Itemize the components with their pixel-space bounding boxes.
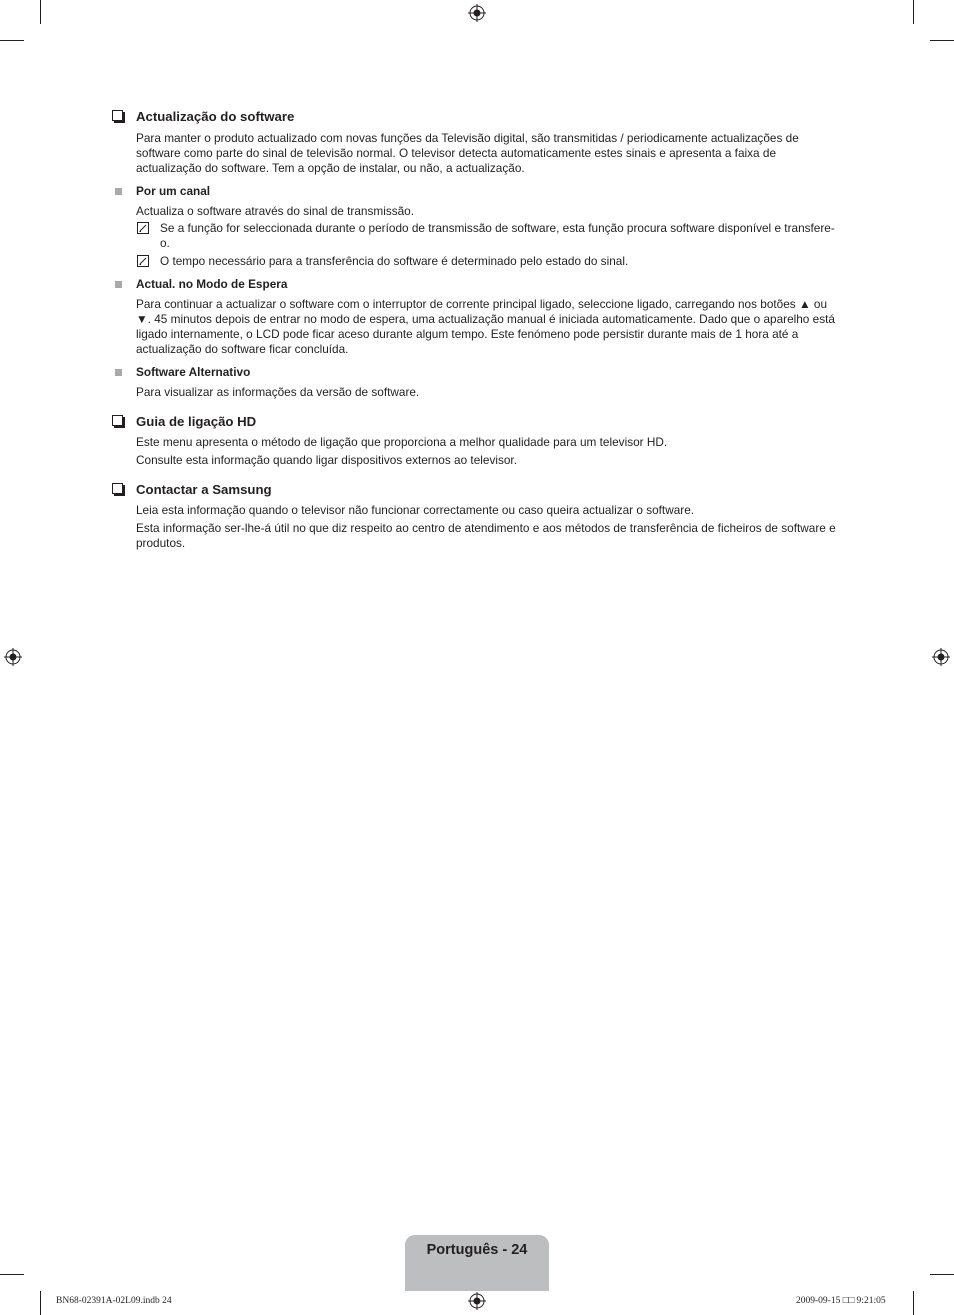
section-body: Para manter o produto actualizado com novas funções da Televisão digital, são transmitidas / periodicamente actualizações de software como parte do sinal de televisão normal. O televisor detecta automaticamente estes sinais e apresenta a faixa de actualização do software. Tem a opção de instalar, ou não, a actualização. <box>136 131 799 175</box>
subsection-body: Actualiza o software através do sinal de transmissão. <box>136 204 415 218</box>
section-heading <box>112 108 844 125</box>
note-item <box>160 221 844 251</box>
checkbox-icon <box>112 110 123 121</box>
subsection-heading <box>112 277 844 292</box>
crop-mark <box>930 40 954 41</box>
crop-mark <box>913 1291 914 1315</box>
crop-mark <box>913 0 914 24</box>
note-text: Se a função for seleccionada durante o período de transmissão de software, esta função procura software disponível e transfere-o. <box>160 221 835 250</box>
registration-mark-icon <box>468 4 486 22</box>
grey-square-icon <box>115 369 122 376</box>
section-title: Contactar a Samsung <box>136 482 272 497</box>
registration-mark-icon <box>932 648 950 666</box>
section-body: Esta informação ser-lhe-á útil no que diz respeito ao centro de atendimento e aos métodos de transferência de ficheiros de software e produtos. <box>136 521 836 550</box>
crop-mark <box>0 40 24 41</box>
section-title: Actualização do software <box>136 109 295 124</box>
section-body: Leia esta informação quando o televisor não funcionar correctamente ou caso queira actualizar o software. <box>136 503 695 517</box>
section-title: Guia de ligação HD <box>136 414 257 429</box>
subsection-body: Para continuar a actualizar o software com o interruptor de corrente principal ligado, seleccione ligado, carregando nos botões ▲ ou ▼. 45 minutos depois de entrar no modo de espera, uma actualização manual é iniciada automaticamente. Dado que o aparelho está ligado internamente, o LCD pode ficar aceso durante algum tempo. Este fenómeno pode persistir durante mais de 1 hora até a actualização do software ficar concluída. <box>136 297 835 356</box>
date-slug: 2009-09-15 □□ 9:21:05 <box>796 1296 886 1306</box>
subsection-title: Actual. no Modo de Espera <box>136 277 288 291</box>
checkbox-icon <box>112 483 123 494</box>
grey-square-icon <box>115 188 122 195</box>
page-number: Português - 24 <box>426 1242 528 1258</box>
page-content <box>112 108 844 551</box>
section-body: Consulte esta informação quando ligar dispositivos externos ao televisor. <box>136 453 517 467</box>
crop-mark <box>40 0 41 24</box>
subsection-heading <box>112 365 844 380</box>
section-body: Este menu apresenta o método de ligação que proporciona a melhor qualidade para um televisor HD. <box>136 435 668 449</box>
section-heading <box>112 481 844 498</box>
note-pencil-icon <box>137 255 149 267</box>
registration-mark-icon <box>468 1292 486 1310</box>
crop-mark <box>930 1274 954 1275</box>
note-item <box>160 254 844 269</box>
subsection-heading <box>112 184 844 199</box>
crop-mark <box>0 1274 24 1275</box>
crop-mark <box>40 1291 41 1315</box>
subsection-title: Software Alternativo <box>136 365 251 379</box>
file-slug: BN68-02391A-02L09.indb 24 <box>56 1296 172 1306</box>
note-pencil-icon <box>137 222 149 234</box>
subsection-body: Para visualizar as informações da versão de software. <box>136 385 420 399</box>
note-text: O tempo necessário para a transferência do software é determinado pelo estado do sinal. <box>160 254 629 268</box>
registration-mark-icon <box>4 648 22 666</box>
section-heading <box>112 413 844 430</box>
grey-square-icon <box>115 281 122 288</box>
checkbox-icon <box>112 415 123 426</box>
subsection-title: Por um canal <box>136 184 211 198</box>
